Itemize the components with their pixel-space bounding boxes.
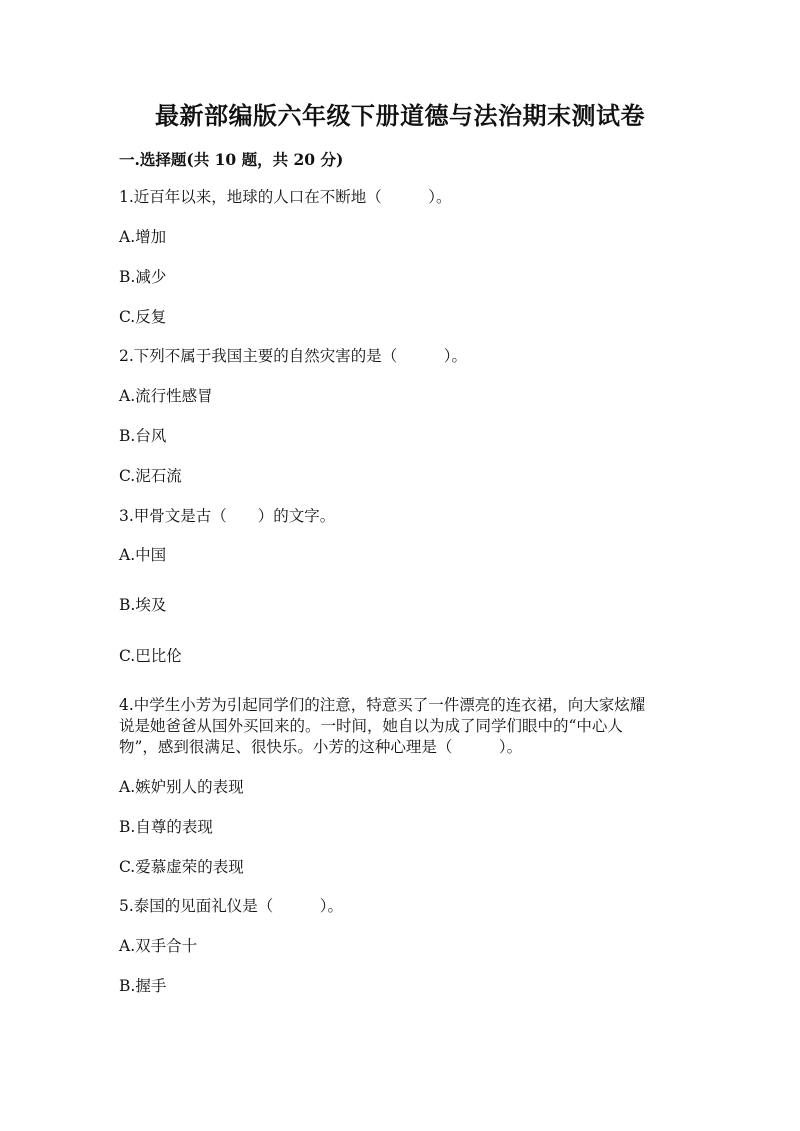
question-5-option-b: B.握手 — [119, 977, 167, 995]
question-2-stem: 2.下列不属于我国主要的自然灾害的是（ ）。 — [119, 347, 468, 365]
question-4-stem-line-3: 物”，感到很满足、很快乐。小芳的这种心理是（ ）。 — [119, 738, 523, 756]
question-5-stem: 5.泰国的见面礼仪是（ ）。 — [119, 897, 344, 915]
question-3-option-c: C.巴比伦 — [119, 647, 182, 665]
question-1-option-a: A.增加 — [119, 228, 167, 246]
question-1-option-b: B.减少 — [119, 268, 167, 286]
question-4-option-a: A.嫉妒别人的表现 — [119, 778, 244, 796]
question-4-stem-line-2: 说是她爸爸从国外买回来的。一时间，她自以为成了同学们眼中的“中心人 — [119, 717, 623, 735]
question-3-option-a: A.中国 — [119, 546, 167, 564]
question-3-option-b: B.埃及 — [119, 596, 167, 614]
question-1-option-c: C.反复 — [119, 308, 167, 326]
question-2-option-a: A.流行性感冒 — [119, 387, 213, 405]
question-5-option-a: A.双手合十 — [119, 937, 198, 955]
question-3-stem: 3.甲骨文是古（ ）的文字。 — [119, 507, 336, 525]
section-heading: 一.选择题(共 10 题，共 20 分) — [119, 150, 344, 169]
question-4-option-c: C.爱慕虚荣的表现 — [119, 858, 244, 876]
question-4-option-b: B.自尊的表现 — [119, 818, 213, 836]
document-title: 最新部编版六年级下册道德与法治期末测试卷 — [155, 101, 645, 130]
question-2-option-b: B.台风 — [119, 427, 167, 445]
question-1-stem: 1.近百年以来，地球的人口在不断地（ ）。 — [119, 188, 452, 206]
question-2-option-c: C.泥石流 — [119, 467, 182, 485]
question-4-stem-line-1: 4.中学生小芳为引起同学们的注意，特意买了一件漂亮的连衣裙，向大家炫耀 — [119, 696, 646, 714]
